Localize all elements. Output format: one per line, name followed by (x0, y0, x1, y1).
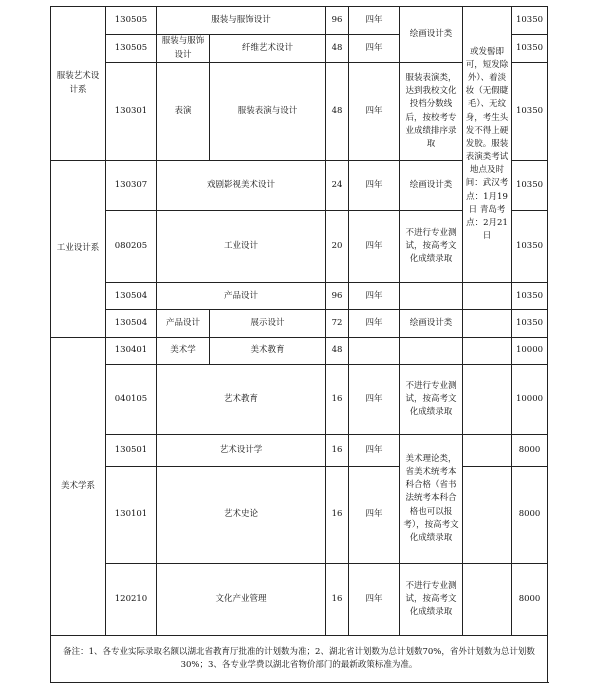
study-years: 四年 (349, 365, 400, 435)
major-code: 120210 (106, 564, 157, 636)
major-name: 文化产业管理 (157, 564, 326, 636)
study-years: 四年 (349, 467, 400, 564)
major-name: 艺术史论 (157, 467, 326, 564)
major-code: 130501 (106, 435, 157, 467)
department-name: 服装艺术设计系 (51, 7, 106, 161)
department-name: 美术学系 (51, 337, 106, 635)
study-years: 四年 (349, 7, 400, 35)
study-years: 四年 (349, 211, 400, 283)
major-code: 080205 (106, 211, 157, 283)
footnote: 备注：1、各专业实际录取名额以湖北省教育厅批准的计划数为准；2、湖北省计划数为总计划数70%，省外计划数为总计划数30%；3、各专业学费以湖北省物价部门的最新政策标准为准。 (51, 636, 548, 683)
plan-count: 72 (326, 310, 349, 337)
study-years: 四年 (349, 435, 400, 467)
major-name: 表演 (157, 63, 210, 161)
exam-category-empty (400, 337, 463, 364)
exam-category-empty (400, 283, 463, 310)
plan-count: 48 (326, 63, 349, 161)
admission-table (50, 6, 548, 683)
remark-empty (463, 283, 512, 310)
tuition: 10350 (512, 161, 548, 211)
tuition: 8000 (512, 467, 548, 564)
plan-count: 20 (326, 211, 349, 283)
exam-category: 不进行专业测试，按高考文化成绩录取 (400, 211, 463, 283)
table-row (51, 365, 548, 435)
tuition: 10350 (512, 35, 548, 63)
remark-empty (463, 337, 512, 364)
major-name: 服装与服饰设计 (157, 7, 326, 35)
major-code: 130401 (106, 337, 157, 364)
plan-count: 16 (326, 467, 349, 564)
major-code: 040105 (106, 365, 157, 435)
major-name: 服装与服饰设计 (157, 35, 210, 63)
plan-count: 16 (326, 365, 349, 435)
major-code: 130505 (106, 7, 157, 35)
remark-empty (463, 365, 512, 435)
tuition: 10350 (512, 310, 548, 337)
plan-count: 48 (326, 35, 349, 63)
table-row (51, 564, 548, 636)
remark-empty (463, 310, 512, 337)
major-code: 130301 (106, 63, 157, 161)
major-name: 产品设计 (157, 283, 326, 310)
table-row (51, 283, 548, 310)
remark-empty (463, 435, 512, 467)
plan-count: 48 (326, 337, 349, 364)
study-years: 四年 (349, 564, 400, 636)
tuition: 8000 (512, 564, 548, 636)
exam-category: 不进行专业测试，按高考文化成绩录取 (400, 564, 463, 636)
major-direction: 展示设计 (210, 310, 326, 337)
major-code: 130101 (106, 467, 157, 564)
major-code: 130307 (106, 161, 157, 211)
tuition: 10350 (512, 63, 548, 161)
major-code: 130504 (106, 310, 157, 337)
study-years: 四年 (349, 161, 400, 211)
table-row (51, 310, 548, 337)
tuition: 8000 (512, 435, 548, 467)
tuition: 10350 (512, 211, 548, 283)
major-name: 艺术设计学 (157, 435, 326, 467)
major-name: 工业设计 (157, 211, 326, 283)
major-code: 130505 (106, 35, 157, 63)
remark-text: 或发髻即可，短发除外）、着淡妆（无假睫毛）、无纹身，考生头发不得上硬发胶。服装表演类考试地点及时间：武汉考点：1月19日 青岛考点：2月21日 (463, 7, 512, 283)
study-years: 四年 (349, 35, 400, 63)
major-name: 戏剧影视美术设计 (157, 161, 326, 211)
study-years-empty (349, 337, 400, 364)
remark-empty (463, 467, 512, 564)
major-direction: 服装表演与设计 (210, 63, 326, 161)
tuition: 10000 (512, 337, 548, 364)
tuition: 10350 (512, 7, 548, 35)
major-direction: 纤维艺术设计 (210, 35, 326, 63)
exam-category: 服装表演类，达到我校文化投档分数线后，按校考专业成绩排序录取 (400, 63, 463, 161)
table-row (51, 7, 548, 35)
major-code: 130504 (106, 283, 157, 310)
plan-count: 96 (326, 7, 349, 35)
study-years: 四年 (349, 310, 400, 337)
note-row (51, 636, 548, 683)
major-direction: 美术教育 (210, 337, 326, 364)
plan-count: 16 (326, 564, 349, 636)
table-row (51, 435, 548, 467)
plan-count: 16 (326, 435, 349, 467)
exam-category: 绘画设计类 (400, 310, 463, 337)
tuition: 10000 (512, 365, 548, 435)
remark-empty (463, 564, 512, 636)
major-name: 产品设计 (157, 310, 210, 337)
plan-count: 96 (326, 283, 349, 310)
exam-category: 美术理论类，省美术统考本科合格（省书法统考本科合格也可以报考），按高考文化成绩录取 (400, 435, 463, 564)
exam-category: 绘画设计类 (400, 7, 463, 63)
table-row (51, 467, 548, 564)
study-years: 四年 (349, 63, 400, 161)
major-name: 美术学 (157, 337, 210, 364)
major-name: 艺术教育 (157, 365, 326, 435)
plan-count: 24 (326, 161, 349, 211)
tuition: 10350 (512, 283, 548, 310)
exam-category: 绘画设计类 (400, 161, 463, 211)
study-years: 四年 (349, 283, 400, 310)
department-name: 工业设计系 (51, 161, 106, 338)
table-row (51, 337, 548, 364)
exam-category: 不进行专业测试，按高考文化成绩录取 (400, 365, 463, 435)
